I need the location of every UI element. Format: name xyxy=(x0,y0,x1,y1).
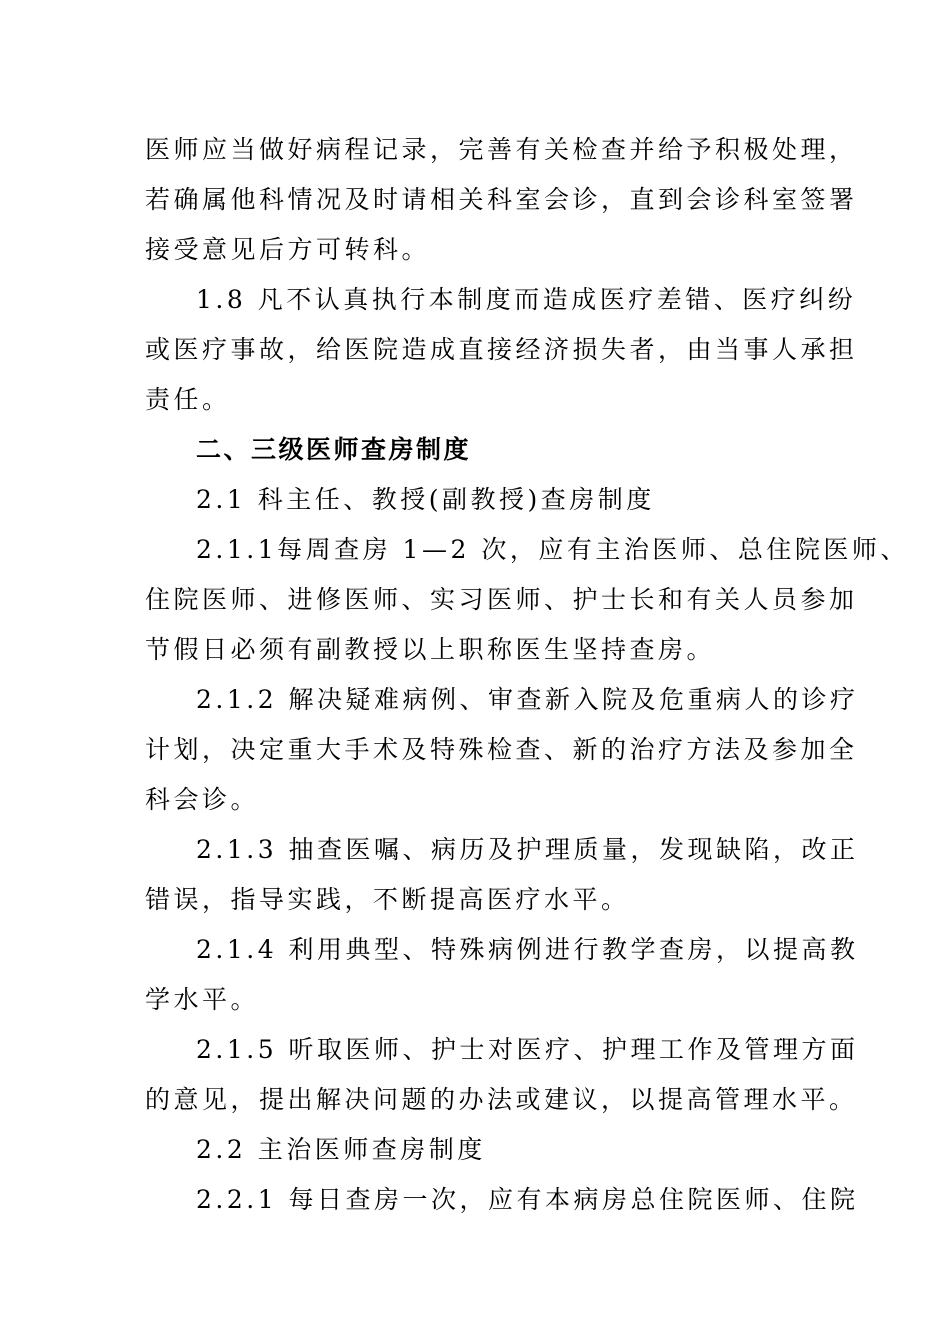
paragraph-line: 的意见，提出解决问题的办法或建议，以提高管理水平。 xyxy=(145,1085,858,1114)
subsection-heading: 2.1 科主任、教授(副教授)查房制度 xyxy=(196,485,655,514)
paragraph-line: 2.1.2 解决疑难病例、审查新入院及危重病人的诊疗 xyxy=(196,685,859,714)
paragraph-line: 住院医师、进修医师、实习医师、护士长和有关人员参加 xyxy=(145,585,858,614)
paragraph-line: 若确属他科情况及时请相关科室会诊，直到会诊科室签署 xyxy=(145,185,858,214)
section-heading: 二、三级医师查房制度 xyxy=(196,435,472,464)
paragraph-line: 学水平。 xyxy=(145,985,260,1014)
paragraph-line: 2.1.4 利用典型、特殊病例进行教学查房，以提高教 xyxy=(196,935,859,964)
paragraph-line: 2.2.1 每日查房一次，应有本病房总住院医师、住院 xyxy=(196,1185,859,1214)
paragraph-line: 错误，指导实践，不断提高医疗水平。 xyxy=(145,885,630,914)
paragraph-line: 科会诊。 xyxy=(145,785,260,814)
paragraph-line: 医师应当做好病程记录，完善有关检查并给予积极处理， xyxy=(145,135,858,164)
paragraph-line: 2.1.3 抽查医嘱、病历及护理质量，发现缺陷，改正 xyxy=(196,835,859,864)
paragraph-line: 接受意见后方可转科。 xyxy=(145,235,431,264)
paragraph-line: 2.1.5 听取医师、护士对医疗、护理工作及管理方面 xyxy=(196,1035,859,1064)
paragraph-line: 2.1.1每周查房 1—2 次，应有主治医师、总住院医师、 xyxy=(196,535,909,564)
paragraph-line: 1.8 凡不认真执行本制度而造成医疗差错、医疗纠纷 xyxy=(196,285,857,314)
paragraph-line: 计划，决定重大手术及特殊检查、新的治疗方法及参加全 xyxy=(145,735,858,764)
paragraph-line: 或医疗事故，给医院造成直接经济损失者，由当事人承担 xyxy=(145,335,858,364)
subsection-heading: 2.2 主治医师查房制度 xyxy=(196,1135,486,1164)
paragraph-line: 责任。 xyxy=(145,385,231,414)
paragraph-line: 节假日必须有副教授以上职称医生坚持查房。 xyxy=(145,635,716,664)
